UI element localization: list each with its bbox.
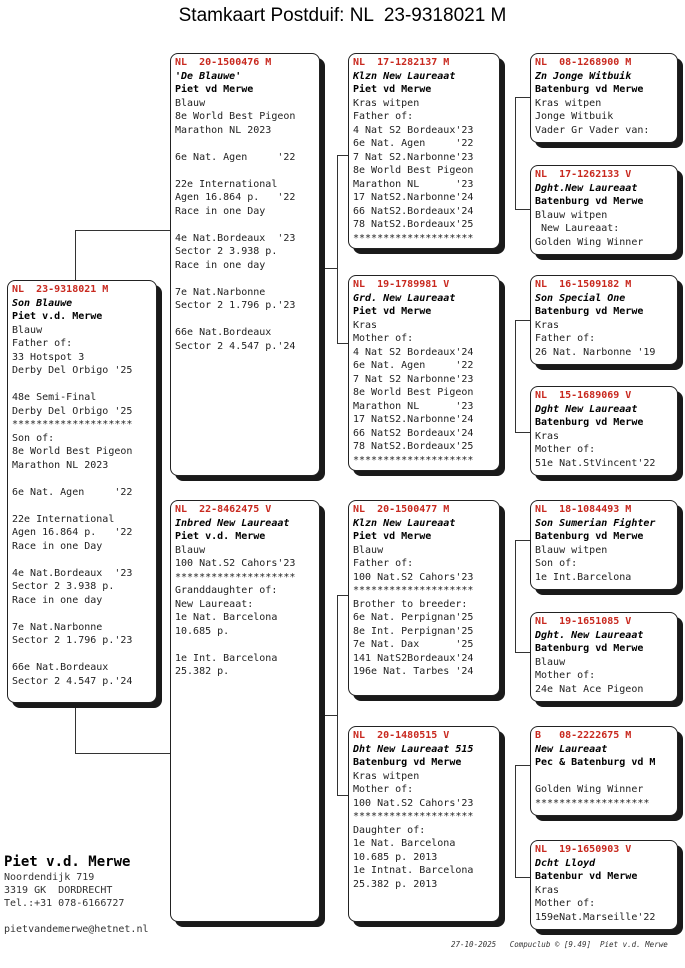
info-line: 24e Nat Ace Pigeon [535,683,644,695]
info-line: 1e Nat. Barcelona [353,838,456,849]
info-line: ******************** [353,585,474,596]
card-mother-father [348,500,500,696]
info-line: 17 NatS2.Narbonne'24 [353,192,474,203]
info-line: Blauw witpen [535,544,608,556]
breeder-name: Batenburg vd Merwe [353,757,462,768]
info-line: 78 NatS2.Bordeaux'25 [353,441,474,452]
pigeon-name: 'De Blauwe' [175,70,242,82]
info-line: 66e Nat.Bordeaux [175,327,272,338]
info-line: 66 NatS2.Bordeaux'24 [353,205,474,217]
info-line: Kras [353,319,378,331]
info-line: Blauw witpen [535,209,608,221]
info-line: 22e International [12,513,115,525]
card-fmm [530,386,678,476]
info-line: Blauw [175,97,206,109]
info-line: Kras witpen [353,770,420,782]
connector [75,230,172,231]
info-line: Kras witpen [353,97,420,109]
connector [320,268,338,269]
info-line: 25.382 p. 2013 [353,878,438,890]
info-line: 8e World Best Pigeon [353,165,474,176]
card-father-father [348,53,500,249]
info-line: 6e Nat. Agen '22 [175,151,296,163]
card-ffm [530,165,678,255]
breeder-name: Piet vd Merwe [175,84,254,95]
breeder-name: Batenburg vd Merwe [535,84,644,95]
ring-number: NL 17-1282137 M [353,57,450,68]
card-father [170,53,320,476]
info-line: 196e Nat. Tarbes '24 [353,666,474,677]
info-line: 10.685 p. [175,625,230,637]
info-line: 6e Nat. Perpignan'25 [353,612,474,623]
info-line [535,770,673,784]
breeder-name: Piet v.d. Merwe [12,311,103,322]
info-line: 1e Intnat. Barcelona [353,865,474,876]
info-line: 100 Nat.S2 Cahors'23 [353,797,474,809]
breeder-name: Batenburg vd Merwe [535,531,644,542]
info-line: 25.382 p. [175,666,230,677]
ring-number: NL 20-1480515 V [353,730,450,741]
info-line: 8e Int. Perpignan'25 [353,625,474,637]
info-line: Mother of: [535,444,596,455]
connector [515,320,516,432]
info-line: Sector 2 1.796 p.'23 [175,300,296,311]
connector [75,230,76,282]
info-line: 7e Nat. Dax '25 [353,639,474,650]
pigeon-name: Klzn New Laureaat [353,517,456,529]
contact-address-line: 3319 GK DORDRECHT [4,885,113,896]
info-line [175,272,315,286]
info-line: 8e World Best Pigeon [12,446,133,457]
info-line: Kras [535,430,560,442]
connector [515,540,516,652]
card-mff [530,500,678,590]
info-line: Agen 16.864 p. '22 [175,192,296,203]
pigeon-name: Son Sumerian Fighter [535,517,656,529]
info-line [12,553,152,567]
card-main-pigeon [7,280,157,703]
info-line: 7 Nat S2.Narbonne'23 [353,151,474,163]
footer-credits: 27-10-2025 Compuclub © [9.49] Piet v.d. Merwe [451,940,668,949]
page-title: Stamkaart Postduif: NL 23-9318021 M [178,5,507,26]
breeder-name: Batenburg vd Merwe [535,643,644,654]
info-line: Sector 2 4.547 p.'24 [12,675,133,687]
contact-name: Piet v.d. Merwe [4,854,131,870]
info-line: Son of: [535,558,578,569]
connector [337,155,338,343]
info-line: Daughter of: [353,824,426,836]
connector [75,705,76,753]
info-line [12,499,152,513]
info-line: Race in one day [175,259,266,271]
ring-number: NL 19-1789981 V [353,279,450,290]
info-line [12,378,152,392]
card-fmf [530,275,678,365]
info-line: Kras [535,319,560,331]
info-line [12,648,152,662]
info-line: Kras witpen [535,97,602,109]
info-line: 7e Nat.Narbonne [175,286,266,298]
connector [337,595,338,795]
ring-number: NL 19-1650903 V [535,844,632,855]
info-line: 22e International [175,178,278,190]
info-line: 48e Semi-Final [12,392,97,403]
info-line: ******************* [535,797,650,809]
pigeon-name: New Laureaat [535,743,608,755]
info-line [12,472,152,486]
contact-email[interactable]: pietvandemerwe@hetnet.nl [4,924,149,935]
breeder-name: Batenburg vd Merwe [535,196,644,207]
card-mother [170,500,320,922]
info-line: 8e World Best Pigeon [175,111,296,122]
info-line: Mother of: [353,333,414,344]
info-line: 4 Nat S2 Bordeaux'23 [353,124,474,136]
info-line: 8e World Best Pigeon [353,387,474,398]
info-line: Race in one Day [12,540,103,552]
ring-number: B 08-2222675 M [535,730,632,741]
connector [515,765,516,877]
info-line: Marathon NL 2023 [12,459,109,471]
info-line: New Laureaat: [175,598,254,610]
breeder-name: Piet vd Merwe [353,531,432,542]
info-line: Marathon NL '23 [353,400,474,412]
ring-number: NL 17-1262133 V [535,169,632,180]
pigeon-name: Dght.New Laureaat [535,182,638,194]
info-line: 4e Nat.Bordeaux '23 [175,232,296,244]
info-line: Mother of: [535,898,596,909]
ring-number: NL 20-1500477 M [353,504,450,515]
info-line [175,218,315,232]
card-mfm [530,612,678,702]
info-line: 17 NatS2.Narbonne'24 [353,414,474,425]
info-line: Derby Del Orbigo '25 [12,405,133,417]
info-line: Father of: [535,333,596,344]
pigeon-name: Dcht Lloyd [535,857,596,869]
card-mmf [530,726,678,816]
card-father-mother [348,275,500,471]
ring-number: NL 23-9318021 M [12,284,109,295]
info-line: 1e Nat. Barcelona [175,612,278,623]
breeder-name: Piet vd Merwe [353,306,432,317]
breeder-name: Batenbur vd Merwe [535,871,638,882]
breeder-contact [4,854,149,936]
info-line: Race in one day [12,594,103,606]
breeder-name: Piet v.d. Merwe [175,531,266,542]
info-line: 26 Nat. Narbonne '19 [535,346,656,358]
info-line [175,164,315,178]
info-line: Father of: [353,558,414,569]
info-line: Mother of: [535,670,596,681]
info-line: 100 Nat.S2 Cahors'23 [175,558,296,569]
info-line: Jonge Witbuik [535,111,614,122]
info-line: ******************** [175,571,296,583]
info-line [175,137,315,151]
ring-number: NL 16-1509182 M [535,279,632,290]
breeder-name: Batenburg vd Merwe [535,306,644,317]
contact-address-line: Noordendijk 719 [4,872,95,883]
info-line: 6e Nat. Agen '22 [353,138,474,149]
pigeon-name: Dght New Laureaat [535,403,638,415]
info-line: 4 Nat S2 Bordeaux'24 [353,346,474,358]
pigeon-name: Son Special One [535,292,626,304]
card-mother-mother [348,726,500,922]
info-line: ******************** [353,454,474,466]
card-mmm [530,840,678,930]
info-line: 7e Nat.Narbonne [12,621,103,633]
ring-number: NL 18-1084493 M [535,504,632,515]
connector [515,97,516,209]
breeder-name: Pec & Batenburg vd M [535,757,656,768]
ring-number: NL 22-8462475 V [175,504,272,515]
info-line: Sector 2 3.938 p. [12,581,115,592]
pigeon-name: Zn Jonge Witbuik [535,70,632,82]
info-line: Granddaughter of: [175,585,278,596]
pigeon-name: Inbred New Laureaat [175,517,290,529]
info-line: 1e Int. Barcelona [175,652,278,664]
info-line: 51e Nat.StVincent'22 [535,457,656,469]
info-line [175,638,315,652]
pigeon-name: Dght. New Laureaat [535,629,644,641]
info-line: Son of: [12,432,55,444]
info-line: Derby Del Orbigo '25 [12,365,133,376]
info-line: 10.685 p. 2013 [353,851,438,863]
info-line [12,607,152,621]
info-line [175,313,315,327]
breeder-name: Piet vd Merwe [353,84,432,95]
info-line: Sector 2 3.938 p. [175,246,278,257]
info-line: Blauw [535,656,566,668]
info-line: Marathon NL 2023 [175,124,272,136]
pigeon-name: Son Blauwe [12,297,73,309]
info-line: ******************** [12,419,133,430]
info-line: 159eNat.Marseille'22 [535,911,656,923]
ring-number: NL 19-1651085 V [535,616,632,627]
info-line: 66 NatS2 Bordeaux'24 [353,427,474,439]
info-line: 33 Hotspot 3 [12,351,85,363]
contact-phone: Tel.:+31 078-6166727 [4,898,125,909]
info-line: 141 NatS2Bordeaux'24 [353,652,474,664]
info-line: 6e Nat. Agen '22 [353,360,474,371]
info-line: Sector 2 1.796 p.'23 [12,635,133,646]
info-line: 6e Nat. Agen '22 [12,486,133,498]
info-line: Vader Gr Vader van: [535,124,650,136]
info-line: Father of: [12,338,73,349]
info-line: Race in one Day [175,205,266,217]
info-line: 100 Nat.S2 Cahors'23 [353,571,474,583]
info-line: 4e Nat.Bordeaux '23 [12,567,133,579]
info-line: Sector 2 4.547 p.'24 [175,340,296,352]
info-line: 66e Nat.Bordeaux [12,662,109,673]
info-line: Marathon NL '23 [353,178,474,190]
ring-number: NL 08-1268900 M [535,57,632,68]
info-line: Father of: [353,111,414,122]
card-fff [530,53,678,143]
info-line: 78 NatS2.Bordeaux'25 [353,219,474,230]
ring-number: NL 20-1500476 M [175,57,272,68]
info-line: Blauw [175,544,206,556]
info-line: New Laureaat: [535,223,620,234]
info-line: ******************** [353,811,474,822]
info-line: Blauw [12,324,43,336]
connector [75,753,172,754]
pigeon-name: Grd. New Laureaat [353,292,456,304]
info-line: Mother of: [353,784,414,795]
info-line: 1e Int.Barcelona [535,571,632,583]
info-line: Agen 16.864 p. '22 [12,527,133,538]
info-line: Brother to breeder: [353,598,468,610]
info-line: Golden Wing Winner [535,236,644,248]
pigeon-name: Klzn New Laureaat [353,70,456,82]
info-line: Kras [535,884,560,896]
info-line: 7 Nat S2 Narbonne'23 [353,373,474,385]
breeder-name: Batenburg vd Merwe [535,417,644,428]
info-line: Blauw [353,544,384,556]
info-line: ******************** [353,232,474,244]
connector [320,715,338,716]
info-line: Golden Wing Winner [535,784,644,795]
ring-number: NL 15-1689069 V [535,390,632,401]
pigeon-name: Dht New Laureaat 515 [353,743,474,755]
